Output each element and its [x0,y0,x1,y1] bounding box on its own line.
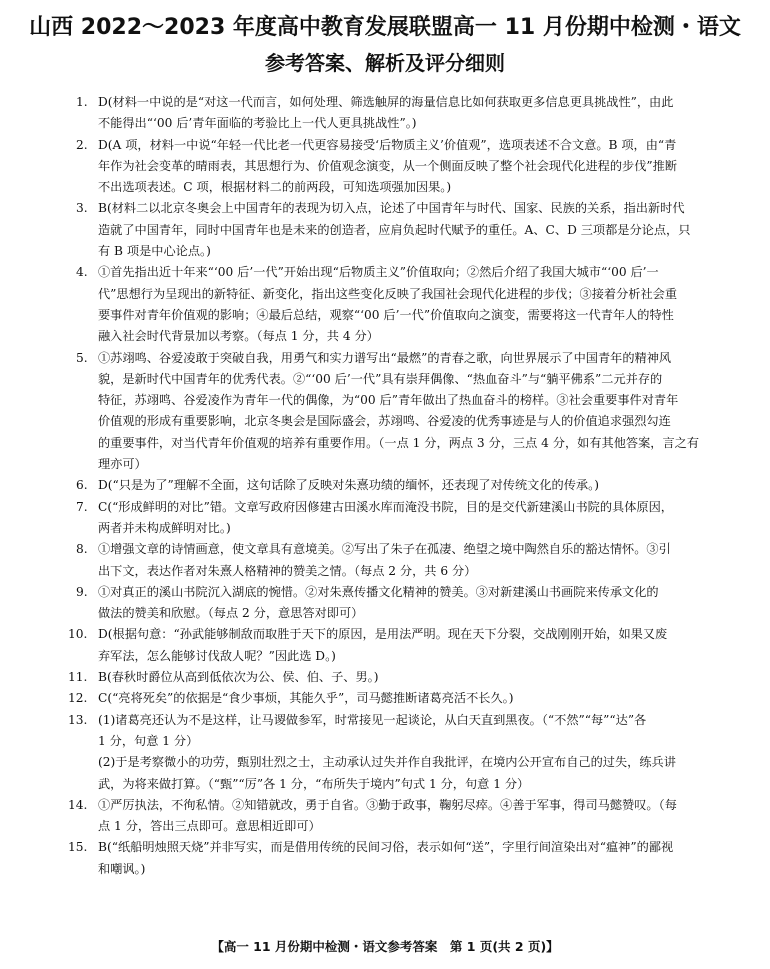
answer-number: 7. [76,499,88,514]
answer-line: 年作为社会变革的晴雨表，其思想行为、价值观念演变，从一个侧面反映了整个社会现代化进程的步伐”推断 [98,158,678,173]
answer-line: (2)于是考察微小的功劳，甄别壮烈之士，主动承认过失并作自我批评，在境内公开宣布自己的过失，练兵讲 [98,755,676,770]
answer-item [68,795,730,838]
answer-line: 价值观的形成有重要影响，北京冬奥会是国际盛会，苏翊鸣、谷爱凌的优秀事迹是与人的价值追求强烈勾连 [98,414,671,429]
answer-line: D(A 项，材料一中说“年轻一代比老一代更容易接受‘后物质主义’价值观”，选项表述不合文意。B 项，由“青 [98,137,677,152]
answer-line: 理亦可） [98,457,147,472]
answer-item [76,539,730,582]
answer-number: 14. [68,797,88,812]
answer-number: 6. [76,478,88,493]
answer-line: ①对真正的溪山书院沉入湖底的惋惜。②对朱熹传播文化精神的赞美。③对新建溪山书画院来传承文化的 [98,584,659,599]
answer-line: 1 分，句意 1 分） [98,733,199,748]
answer-line: ①首先指出近十年来“‘00 后’一代”开始出现“后物质主义”价值取向；②然后介绍了我国大城市“‘00 后’一 [98,265,659,280]
answer-line: B(材料二以北京冬奥会上中国青年的表现为切入点，论述了中国青年与时代、国家、民族的关系，指出新时代 [98,201,685,216]
page-footer: 【高一 11 月份期中检测・语文参考答案 第 1 页(共 2 页)】 [211,939,559,954]
answer-line: ①苏翊鸣、谷爱凌敢于突破自我，用勇气和实力谱写出“最燃”的青春之歌，向世界展示了中国青年的精神风 [98,350,672,365]
answer-line: 点 1 分，答出三点即可。意思相近即可） [98,819,321,834]
answer-line: B(春秋时爵位从高到低依次为公、侯、伯、子、男。) [98,670,379,685]
answer-number: 10. [68,627,88,642]
answer-number: 13. [68,712,88,727]
answer-number: 12. [68,691,88,706]
answer-item [76,475,730,496]
answer-line: 有 B 项是中心论点。) [98,244,211,259]
answer-number: 5. [76,350,88,365]
answer-item [76,348,730,476]
answer-item [76,198,730,262]
page-subtitle: 参考答案、解析及评分细则 [265,51,505,75]
answer-item [68,710,730,795]
answer-number: 1. [76,95,88,109]
answer-item [76,582,730,625]
answer-line: 要事件对青年价值观的影响；④最后总结，观察“‘00 后’一代”价值取向之演变，需要将这一代青年人的特性 [98,307,674,322]
answer-item [68,688,730,709]
answer-item [76,262,730,347]
answer-list [68,92,730,880]
answer-line: 做法的赞美和欣慰。（每点 2 分，意思答对即可） [98,606,364,621]
answer-line: 两者并未构成鲜明对比。) [98,520,231,535]
answer-item [68,837,730,880]
answer-number: 2. [76,137,88,152]
answer-line: 的重要事件，对当代青年价值观的培养有重要作用。（一点 1 分，两点 3 分，三点 4 分，如有其他答案，言之有 [98,435,700,450]
answer-line: B(“纸船明烛照天烧”并非写实，而是借用传统的民间习俗，表示如何“送”，字里行间渲染出对“瘟神”的鄙视 [98,840,674,855]
answer-line: C(“亮将死矣”的依据是“食少事烦，其能久乎”，司马懿推断诸葛亮活不长久。) [98,691,514,706]
answer-line: D(“只是为了”理解不全面，这句话除了反映对朱熹功绩的缅怀，还表现了对传统文化的传承。) [98,478,599,493]
answer-line: 代”思想行为呈现出的新特征、新变化，指出这些变化反映了我国社会现代化进程的步伐；③接着分析社会重 [98,286,678,301]
answer-line: 特征，苏翊鸣、谷爱凌作为青年一代的偶像，为“00 后”青年做出了热血奋斗的榜样。③社会重要事件对青年 [98,393,679,408]
answer-line: 和嘲讽。) [98,861,146,876]
answer-number: 4. [76,265,88,280]
answer-number: 11. [68,670,88,685]
answer-item [76,135,730,199]
answer-line: ①增强文章的诗情画意，使文章具有意境美。②写出了朱子在孤凄、绝望之境中陶然自乐的豁达情怀。③引 [98,542,671,557]
answer-line: 不能得出“‘00 后’青年面临的考验比上一代人更具挑战性”。) [98,116,417,131]
answer-line: 武，为将来做打算。（“甄”“厉”各 1 分，“布所失于境内”句式 1 分，句意 1 分） [98,776,530,791]
answer-line: (1)诸葛亮还认为不是这样，让马谡做参军，时常接见一起谈论，从白天直到黑夜。（“不然”“每”“达”各 [98,712,647,727]
answer-line: 弃军法，怎么能够讨伐敌人呢？”因此选 D。) [98,648,336,663]
answer-number: 9. [76,584,88,599]
answer-line: D(根据句意：“孙武能够制敌而取胜于天下的原因，是用法严明。现在天下分裂，交战刚刚开始，如果又废 [98,627,668,642]
answer-number: 8. [76,542,88,557]
answer-line: D(材料一中说的是“对这一代而言，如何处理、筛选触屏的海量信息比如何获取更多信息更具挑战性”，由此 [98,95,674,109]
answer-line: 出下文，表达作者对朱熹人格精神的赞美之情。（每点 2 分，共 6 分） [98,563,477,578]
answer-item [68,667,730,688]
answer-item [76,92,730,135]
answer-line: 造就了中国青年，同时中国青年也是未来的创造者，应肩负起时代赋予的重任。A、C、D 三项都是分论点，只 [98,222,691,237]
answer-number: 15. [68,840,88,855]
answer-number: 3. [76,201,88,216]
answer-line: 不出选项表述。C 项，根据材料二的前两段，可知选项强加因果。) [98,180,452,195]
answer-line: ①严厉执法，不徇私情。②知错就改，勇于自省。③勤于政事，鞠躬尽瘁。④善于军事，得司马懿赞叹。（每 [98,797,677,812]
page-title: 山西 2022～2023 年度高中教育发展联盟高一 11 月份期中检测・语文 [29,15,741,40]
answer-line: 貌，是新时代中国青年的优秀代表。②“‘00 后’一代”具有崇拜偶像、“热血奋斗”与“躺平佛系”二元并存的 [98,371,663,386]
answer-item [68,624,730,667]
answer-line: C(“形成鲜明的对比”错。文章写政府因修建古田溪水库而淹没书院，目的是交代新建溪山书院的具体原因， [98,499,673,514]
answer-item [76,497,730,540]
answer-line: 融入社会时代背景加以考察。（每点 1 分，共 4 分） [98,329,379,344]
